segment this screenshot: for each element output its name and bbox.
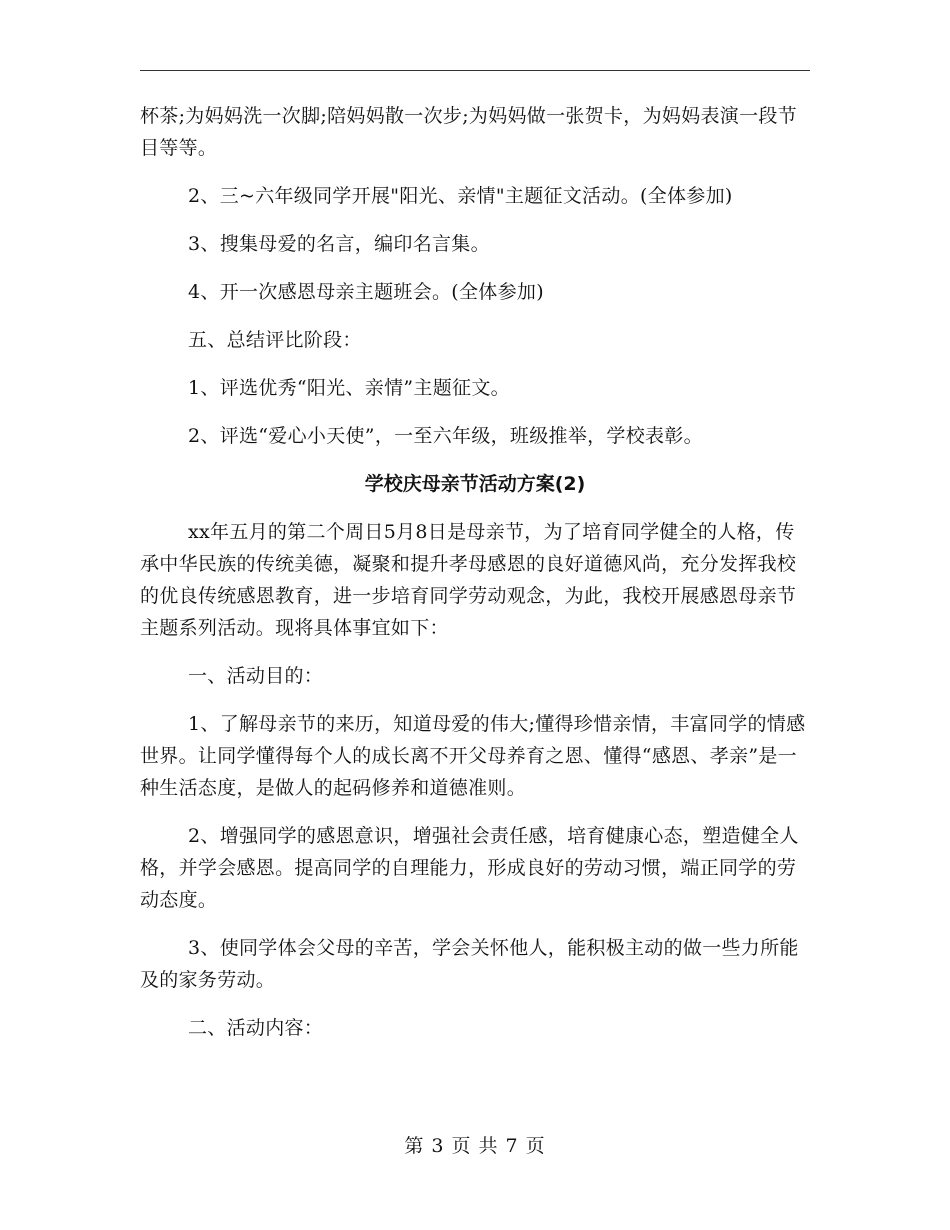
paragraph-class-meeting: 4、开一次感恩母亲主题班会。(全体参加)	[188, 281, 544, 303]
paragraph-purpose-2: 2、增强同学的感恩意识，增强社会责任感，培育健康心态，塑造健全人格，并学会感恩。提高同学的自理能力，形成良好的劳动习惯，端正同学的劳动态度。	[140, 825, 799, 911]
document-body	[140, 100, 810, 1060]
heading-activity-content: 二、活动内容：	[188, 1017, 324, 1039]
paragraph-angel-selection: 2、评选“爱心小天使”，一至六年级，班级推举，学校表彰。	[188, 425, 703, 447]
heading-activity-purpose: 一、活动目的：	[188, 665, 324, 687]
paragraph-continuation: 杯茶;为妈妈洗一次脚;陪妈妈散一次步;为妈妈做一张贺卡，为妈妈表演一段节目等等。	[140, 105, 798, 159]
page-number: 第 3 页 共 7 页	[404, 1135, 546, 1157]
paragraph-essay-selection: 1、评选优秀“阳光、亲情”主题征文。	[188, 377, 510, 399]
paragraph-intro: xx年五月的第二个周日5月8日是母亲节，为了培育同学健全的人格，传承中华民族的传统美德，凝聚和提升孝母感恩的良好道德风尚，充分发挥我校的优良传统感恩教育，进一步培育同学劳动观念，为此，我校开展感恩母亲节主题系列活动。现将具体事宜如下：	[140, 521, 797, 639]
paragraph-purpose-3: 3、使同学体会父母的辛苦，学会关怀他人，能积极主动的做一些力所能及的家务劳动。	[140, 937, 799, 991]
paragraph-purpose-1: 1、了解母亲节的来历，知道母爱的伟大;懂得珍惜亲情，丰富同学的情感世界。让同学懂得每个人的成长离不开父母养育之恩、懂得“感恩、孝亲”是一种生活态度，是做人的起码修养和道德准则。	[140, 713, 806, 799]
paragraph-essay-activity: 2、三~六年级同学开展"阳光、亲情"主题征文活动。(全体参加)	[188, 185, 733, 207]
header-divider	[140, 70, 810, 71]
heading-summary-stage: 五、总结评比阶段：	[188, 329, 362, 351]
section-title: 学校庆母亲节活动方案(2)	[364, 473, 586, 495]
paragraph-quotes-collection: 3、搜集母爱的名言，编印名言集。	[188, 233, 490, 255]
